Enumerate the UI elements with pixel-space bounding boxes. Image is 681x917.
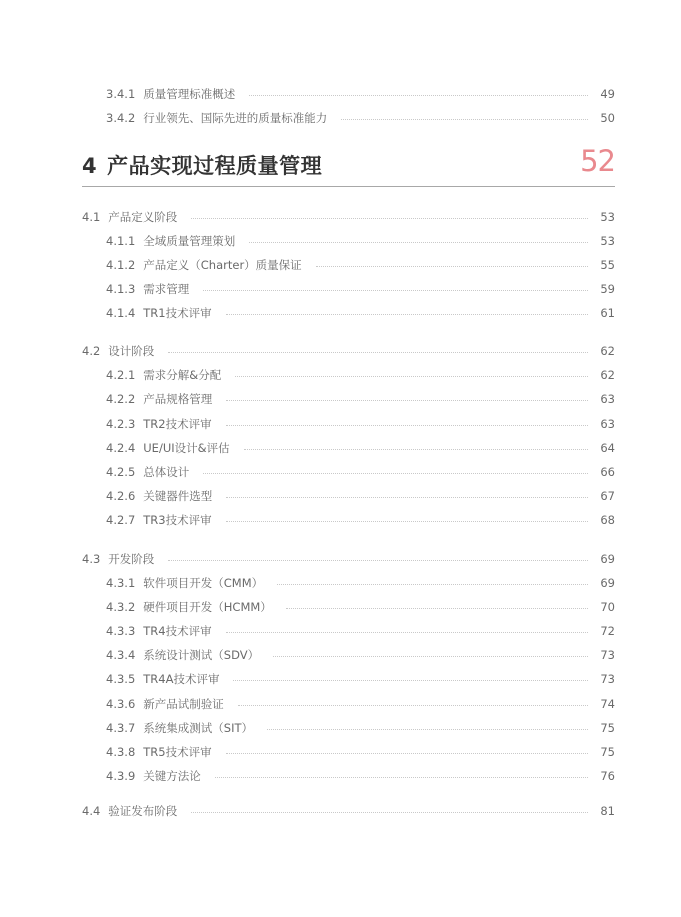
chapter-title-wrap: [82, 150, 322, 180]
section-number: 4.3: [82, 552, 101, 566]
entry-number: 4.3.1: [106, 576, 136, 590]
toc-entry[interactable]: [106, 599, 615, 615]
entry-page: 69: [600, 576, 615, 590]
entry-page: 50: [600, 111, 615, 125]
entry-page: 66: [600, 465, 615, 479]
toc-entry[interactable]: [106, 575, 615, 591]
toc-section[interactable]: [82, 343, 615, 359]
entry-page: 63: [600, 417, 615, 431]
entry-number: 4.3.6: [106, 697, 136, 711]
entry-page: 53: [600, 234, 615, 248]
entry-number: 4.3.8: [106, 745, 136, 759]
toc-entry[interactable]: [106, 512, 615, 528]
dot-leader: [226, 425, 589, 426]
dot-leader: [168, 352, 588, 353]
entry-number: 4.2.4: [106, 441, 136, 455]
entry-page: 73: [600, 672, 615, 686]
entry-number: 4.3.7: [106, 721, 136, 735]
entry-page: 64: [600, 441, 615, 455]
entry-title: 行业领先、国际先进的质量标准能力: [143, 111, 328, 125]
toc-entry[interactable]: [106, 391, 615, 407]
entry-title: TR1技术评审: [143, 306, 212, 320]
dot-leader: [191, 218, 588, 219]
toc-entry[interactable]: [106, 440, 615, 456]
toc-section[interactable]: [82, 803, 615, 819]
section-number: 4.2: [82, 344, 101, 358]
toc-entry[interactable]: [106, 281, 615, 297]
entry-page: 76: [600, 769, 615, 783]
toc-entry[interactable]: [106, 110, 615, 126]
toc-entry[interactable]: [106, 744, 615, 760]
entry-title: 总体设计: [143, 465, 190, 479]
entry-page: 74: [600, 697, 615, 711]
toc-entry[interactable]: [106, 768, 615, 784]
dot-leader: [273, 656, 588, 657]
entry-title: TR3技术评审: [143, 513, 212, 527]
entry-number: 4.1.1: [106, 234, 136, 248]
entry-title: 关键器件选型: [143, 489, 213, 503]
toc-entry[interactable]: [106, 647, 615, 663]
toc-entry[interactable]: [106, 233, 615, 249]
section-number: 4.4: [82, 804, 101, 818]
entry-title: 产品定义（Charter）质量保证: [143, 258, 302, 272]
entry-page: 75: [600, 745, 615, 759]
dot-leader: [316, 266, 589, 267]
toc-entry[interactable]: [106, 257, 615, 273]
dot-leader: [249, 95, 588, 96]
entry-number: 4.2.6: [106, 489, 136, 503]
toc-entry[interactable]: [106, 623, 615, 639]
toc-entry[interactable]: [106, 305, 615, 321]
dot-leader: [226, 753, 589, 754]
toc-entry[interactable]: [106, 416, 615, 432]
dot-leader: [226, 400, 588, 401]
entry-title: 系统集成测试（SIT）: [143, 721, 253, 735]
toc-section[interactable]: [82, 209, 615, 225]
dot-leader: [215, 777, 589, 778]
entry-number: 4.2.5: [106, 465, 136, 479]
entry-title: 需求管理: [143, 282, 190, 296]
entry-number: 4.3.4: [106, 648, 136, 662]
entry-page: 63: [600, 392, 615, 406]
dot-leader: [286, 608, 589, 609]
chapter-title: 产品实现过程质量管理: [107, 154, 323, 178]
entry-page: 61: [600, 306, 615, 320]
entry-number: 4.2.2: [106, 392, 136, 406]
entry-title: TR4A技术评审: [143, 672, 220, 686]
toc-entry[interactable]: [106, 86, 615, 102]
entry-page: 68: [600, 513, 615, 527]
entry-page: 70: [600, 600, 615, 614]
toc-entry[interactable]: [106, 488, 615, 504]
entry-page: 59: [600, 282, 615, 296]
entry-number: 4.3.3: [106, 624, 136, 638]
entry-title: TR5技术评审: [143, 745, 212, 759]
entry-page: 55: [600, 258, 615, 272]
dot-leader: [341, 119, 588, 120]
entry-number: 3.4.2: [106, 111, 136, 125]
dot-leader: [238, 705, 589, 706]
dot-leader: [277, 584, 588, 585]
entry-page: 49: [600, 87, 615, 101]
toc-entry[interactable]: [106, 367, 615, 383]
entry-number: 4.3.9: [106, 769, 136, 783]
entry-title: 需求分解&分配: [143, 368, 222, 382]
section-page: 53: [600, 210, 615, 224]
entry-title: 质量管理标准概述: [143, 87, 236, 101]
entry-title: TR2技术评审: [143, 417, 212, 431]
entry-page: 72: [600, 624, 615, 638]
section-page: 69: [600, 552, 615, 566]
entry-number: 4.3.5: [106, 672, 136, 686]
entry-number: 4.3.2: [106, 600, 136, 614]
section-number: 4.1: [82, 210, 101, 224]
dot-leader: [249, 242, 588, 243]
dot-leader: [226, 521, 589, 522]
entry-title: 关键方法论: [143, 769, 201, 783]
entry-title: 产品规格管理: [143, 392, 213, 406]
section-title: 产品定义阶段: [108, 210, 178, 224]
dot-leader: [168, 560, 588, 561]
dot-leader: [226, 314, 589, 315]
section-title: 开发阶段: [108, 552, 155, 566]
entry-title: 新产品试制验证: [143, 697, 224, 711]
entry-title: 硬件项目开发（HCMM）: [143, 600, 272, 614]
dot-leader: [235, 376, 588, 377]
dot-leader: [267, 729, 588, 730]
entry-page: 75: [600, 721, 615, 735]
toc-entry[interactable]: [106, 720, 615, 736]
toc-section[interactable]: [82, 551, 615, 567]
dot-leader: [203, 290, 588, 291]
section-title: 验证发布阶段: [108, 804, 178, 818]
chapter-heading[interactable]: [82, 146, 615, 187]
entry-page: 67: [600, 489, 615, 503]
dot-leader: [203, 473, 588, 474]
section-page: 81: [600, 804, 615, 818]
section-page: 62: [600, 344, 615, 358]
entry-number: 4.2.7: [106, 513, 136, 527]
entry-number: 4.1.4: [106, 306, 136, 320]
entry-title: UE/UI设计&评估: [143, 441, 230, 455]
entry-number: 4.1.2: [106, 258, 136, 272]
entry-number: 3.4.1: [106, 87, 136, 101]
chapter-page-number: 52: [580, 144, 615, 178]
entry-title: TR4技术评审: [143, 624, 212, 638]
entry-number: 4.1.3: [106, 282, 136, 296]
entry-title: 软件项目开发（CMM）: [143, 576, 264, 590]
dot-leader: [191, 812, 588, 813]
entry-title: 系统设计测试（SDV）: [143, 648, 260, 662]
toc-entry[interactable]: [106, 696, 615, 712]
section-title: 设计阶段: [108, 344, 155, 358]
entry-page: 62: [600, 368, 615, 382]
entry-number: 4.2.1: [106, 368, 136, 382]
dot-leader: [233, 680, 588, 681]
toc-entry[interactable]: [106, 671, 615, 687]
entry-title: 全域质量管理策划: [143, 234, 236, 248]
chapter-number: 4: [82, 154, 98, 178]
dot-leader: [226, 497, 588, 498]
toc-entry[interactable]: [106, 464, 615, 480]
dot-leader: [244, 449, 589, 450]
dot-leader: [226, 632, 589, 633]
entry-page: 73: [600, 648, 615, 662]
entry-number: 4.2.3: [106, 417, 136, 431]
